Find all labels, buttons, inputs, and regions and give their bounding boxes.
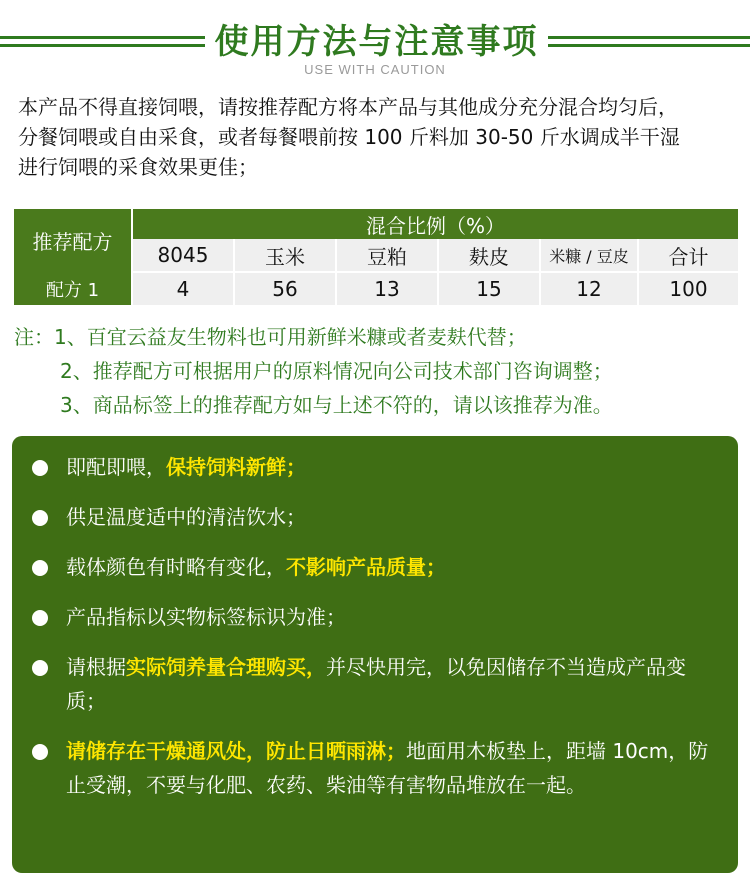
bullet-icon <box>32 510 48 526</box>
tips-panel <box>12 436 738 873</box>
recipe-header-label: 推荐配方 <box>14 209 132 272</box>
header-rule-right <box>548 44 750 47</box>
recipe-table <box>14 209 738 305</box>
page-subtitle: USE WITH CAUTION <box>304 62 446 77</box>
table-row <box>14 272 738 305</box>
tip-text: 请根据 <box>66 655 126 679</box>
column-header: 合计 <box>638 239 738 272</box>
note-line: 注：1、百宜云益友生物料也可用新鲜米糠或者麦麸代替； <box>14 325 527 349</box>
table-cell: 15 <box>438 272 540 305</box>
table-cell: 4 <box>132 272 234 305</box>
page-title: 使用方法与注意事项 <box>214 22 539 62</box>
tip-item <box>32 734 722 802</box>
tip-text: 供足温度适中的清洁饮水； <box>66 505 306 529</box>
bullet-icon <box>32 744 48 760</box>
bullet-icon <box>32 660 48 676</box>
tip-highlight: 不影响产品质量； <box>286 555 446 579</box>
column-header: 玉米 <box>234 239 336 272</box>
column-header: 8045 <box>132 239 234 272</box>
note-line: 3、商品标签上的推荐配方如与上述不符的，请以该推荐为准。 <box>60 393 613 417</box>
mix-ratio-header: 混合比例（%） <box>132 209 738 239</box>
bullet-icon <box>32 610 48 626</box>
tip-text: 产品指标以实物标签标识为准； <box>66 605 346 629</box>
row-label: 配方 1 <box>14 272 132 305</box>
notes-block <box>14 320 744 422</box>
intro-line: 本产品不得直接饲喂，请按推荐配方将本产品与其他成分充分混合均匀后， <box>18 95 678 119</box>
tip-item <box>32 500 722 534</box>
table-cell: 13 <box>336 272 438 305</box>
column-header: 豆粕 <box>336 239 438 272</box>
bullet-icon <box>32 560 48 576</box>
bullet-icon <box>32 460 48 476</box>
note-line: 2、推荐配方可根据用户的原料情况向公司技术部门咨询调整； <box>60 359 613 383</box>
column-header: 麸皮 <box>438 239 540 272</box>
table-header-row <box>14 209 738 239</box>
column-header: 米糠 / 豆皮 <box>540 239 638 272</box>
intro-line: 分餐饲喂或自由采食，或者每餐喂前按 100 斤料加 30-50 斤水调成半干湿 <box>18 125 680 149</box>
tip-text: 即配即喂， <box>66 455 166 479</box>
table-cell: 100 <box>638 272 738 305</box>
tip-text: 地面用木板垫上，距墙 10cm，防止受潮，不要与化肥、农药、柴油等有害物品堆放在一起。 <box>66 739 709 797</box>
tip-text: 并尽快用完，以免因储存不当造成产品变质； <box>66 655 686 713</box>
tip-highlight: 保持饲料新鲜； <box>166 455 306 479</box>
header-rule-right <box>548 36 750 39</box>
intro-line: 进行饲喂的采食效果更佳； <box>18 155 258 179</box>
tip-text: 载体颜色有时略有变化， <box>66 555 286 579</box>
header-rule-left <box>0 44 205 47</box>
intro-paragraph <box>18 92 743 182</box>
tip-item <box>32 600 722 634</box>
table-cell: 56 <box>234 272 336 305</box>
header-rule-left <box>0 36 205 39</box>
tip-highlight: 实际饲养量合理购买， <box>126 655 326 679</box>
tip-item <box>32 650 722 718</box>
table-cell: 12 <box>540 272 638 305</box>
tip-highlight: 请储存在干燥通风处，防止日晒雨淋； <box>66 739 406 763</box>
tip-item <box>32 450 722 484</box>
tip-item <box>32 550 722 584</box>
section-header <box>0 14 750 84</box>
